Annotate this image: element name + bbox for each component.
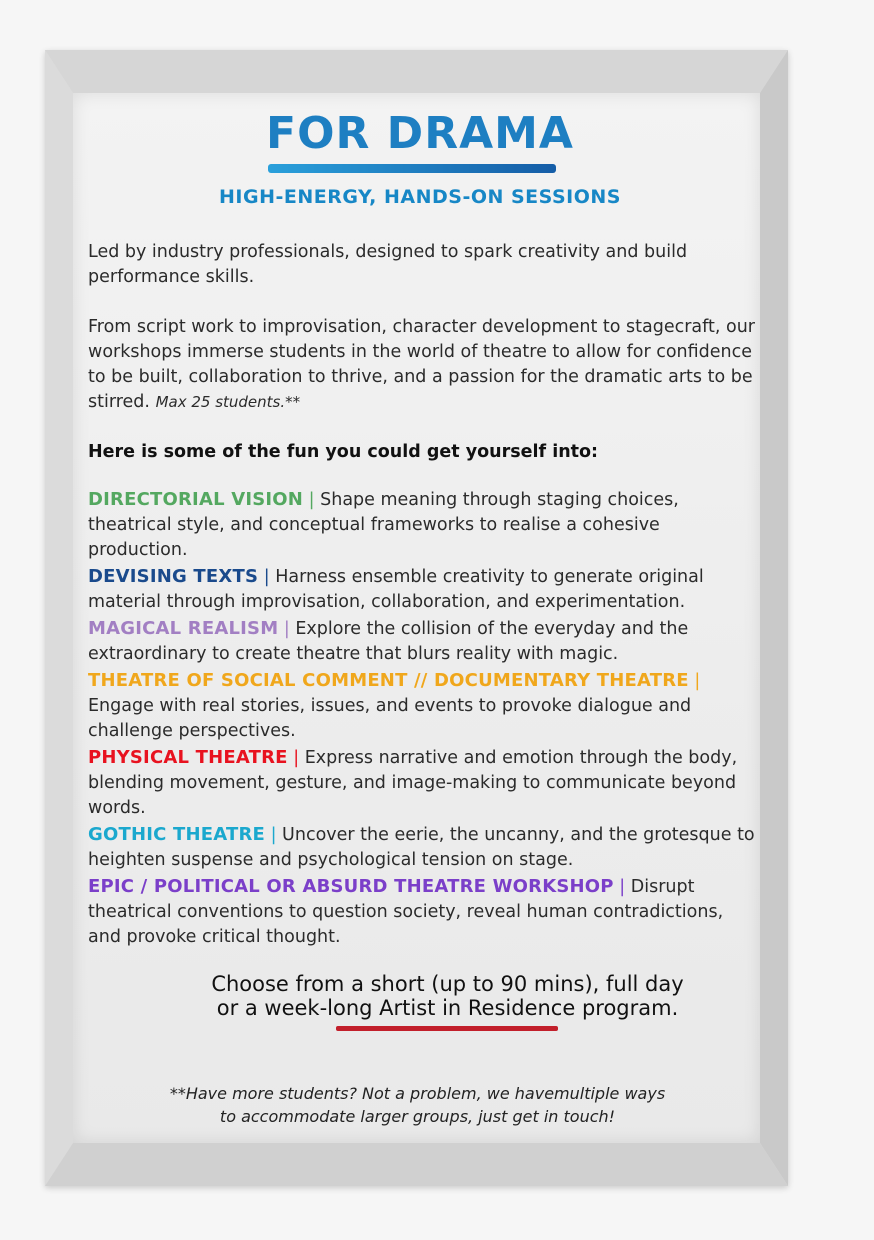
workshop-item-social-comment [88, 668, 758, 744]
lead-heading: Here is some of the fun you could get yourself into: [88, 442, 599, 462]
workshop-description: Shape meaning through staging choices, theatrical style, and conceptual frameworks to realise a cohesive production. [88, 490, 679, 560]
workshop-title: PHYSICAL THEATRE [88, 747, 288, 768]
workshop-description: Harness ensemble creativity to generate original material through improvisation, collaboration, and experimentation. [88, 567, 704, 612]
workshop-list [88, 487, 758, 950]
program-options-prefix: or a week-long [216, 996, 380, 1020]
workshop-title: MAGICAL REALISM [88, 618, 279, 639]
workshop-separator: | [308, 490, 321, 510]
workshop-separator: | [619, 877, 631, 897]
highlight-underline [336, 1026, 558, 1031]
page-subtitle: HIGH-ENERGY, HANDS-ON SESSIONS [219, 186, 621, 208]
max-students-note: Max 25 students.** [155, 393, 301, 411]
content-body [88, 240, 758, 951]
workshop-description: Explore the collision of the everyday and the extraordinary to create theatre that blurs reality with magic. [88, 619, 689, 664]
workshop-separator: | [293, 748, 305, 768]
footnote-line-1: **Have more students? Not a problem, we havemultiple ways [169, 1084, 666, 1103]
workshop-separator: | [694, 671, 701, 691]
workshop-item-devising-texts [88, 564, 758, 615]
program-options [120, 972, 775, 1020]
title-underline [268, 164, 556, 173]
workshop-item-gothic-theatre [88, 822, 758, 873]
workshop-title: DIRECTORIAL VISION [88, 489, 304, 510]
workshop-separator: | [263, 567, 276, 587]
page-title: FOR DRAMA [266, 108, 574, 159]
workshop-item-physical-theatre [88, 745, 758, 821]
intro-paragraph-2-text: From script work to improvisation, character development to stagecraft, our workshops immerse students in the world of theatre to allow for confidence to be built, collaboration to thrive, and a passion for the dramatic arts to be stirred. [88, 317, 755, 412]
footnote [120, 1082, 715, 1128]
workshop-item-directorial-vision [88, 487, 758, 563]
intro-paragraph-1: Led by industry professionals, designed to spark creativity and build performance skills. [88, 242, 688, 287]
workshop-description: Uncover the eerie, the uncanny, and the grotesque to heighten suspense and psychological tension on stage. [88, 825, 755, 870]
workshop-item-magical-realism [88, 616, 758, 667]
workshop-title: THEATRE OF SOCIAL COMMENT // DOCUMENTARY THEATRE [88, 670, 689, 691]
program-options-suffix: program. [575, 996, 679, 1020]
workshop-title: GOTHIC THEATRE [88, 824, 265, 845]
footnote-line-2: to accommodate larger groups, just get in touch! [219, 1107, 616, 1126]
workshop-separator: | [270, 825, 283, 845]
program-options-line-1: Choose from a short (up to 90 mins), full day [211, 972, 684, 996]
workshop-item-epic-political-absurd [88, 874, 758, 950]
intro-paragraph-2 [88, 315, 758, 415]
workshop-title: DEVISING TEXTS [88, 566, 259, 587]
workshop-description: Express narrative and emotion through the body, blending movement, gesture, and image-making to communicate beyond words. [88, 748, 738, 818]
workshop-description: Engage with real stories, issues, and events to provoke dialogue and challenge perspectives. [88, 696, 692, 741]
workshop-description: Disrupt theatrical conventions to question society, reveal human contradictions, and provoke critical thought. [88, 877, 724, 947]
workshop-separator: | [283, 619, 296, 639]
artist-in-residence-highlight: Artist in Residence [379, 996, 576, 1020]
workshop-title: EPIC / POLITICAL OR ABSURD THEATRE WORKSHOP [88, 876, 614, 897]
